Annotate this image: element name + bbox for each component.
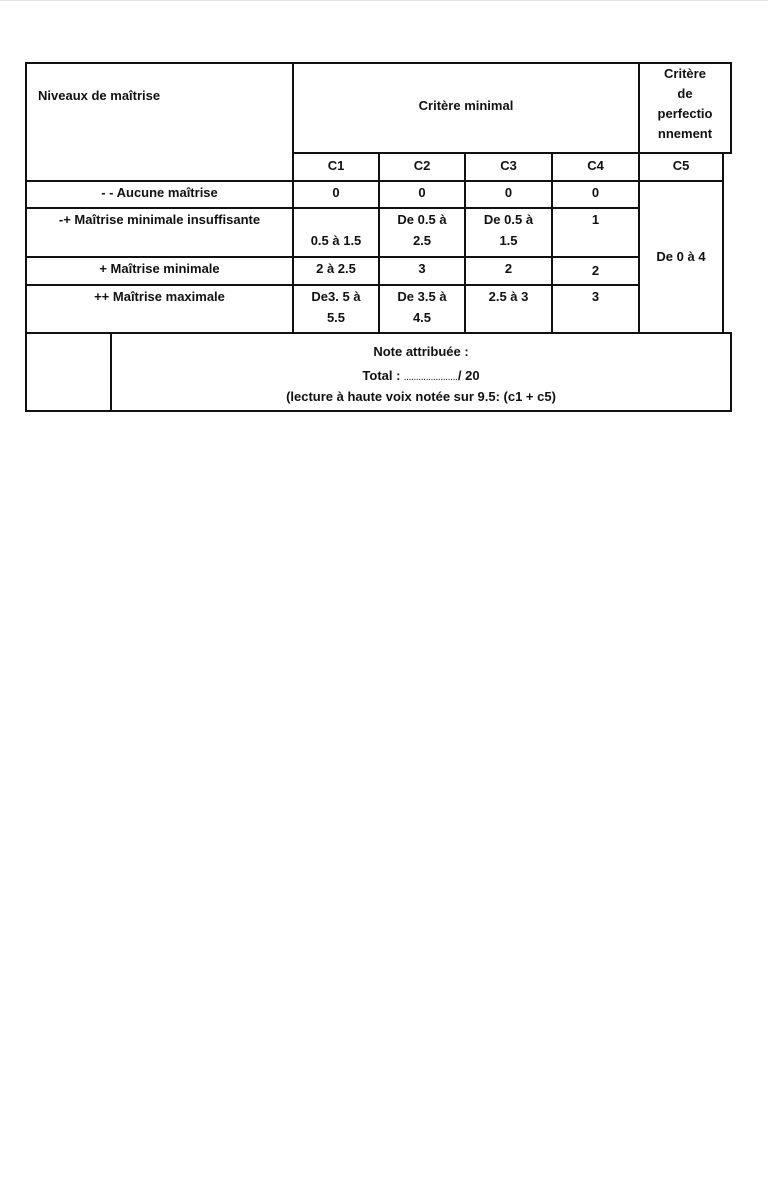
perfection-line-4: nnement: [657, 126, 713, 141]
total-suffix: / 20: [457, 368, 480, 383]
total-prefix: Total :: [362, 368, 401, 383]
cell-c5: De 0 à 4: [656, 249, 706, 264]
cell-c4: 0: [591, 185, 600, 200]
total-blank: ......................: [404, 375, 458, 382]
cell-c2: 3: [418, 261, 426, 276]
col-sep-c5: [722, 152, 724, 182]
perfection-criteria-header: [640, 64, 730, 144]
cell-c2-line-1: De 0.5 à: [397, 212, 447, 227]
row-label: -+ Maîtrise minimale insuffisante: [58, 212, 261, 227]
cell-c3: 0: [504, 185, 513, 200]
cell-c3: 2: [504, 261, 513, 276]
col-header-c3: C3: [500, 158, 517, 173]
cell-c4: 3: [591, 289, 600, 304]
row-label: - - Aucune maîtrise: [101, 185, 218, 200]
cell-c1-line-1: De3. 5 à: [311, 289, 361, 304]
perfection-line-2: de: [677, 86, 693, 101]
criteria-subheader-line: [292, 152, 732, 154]
cell-c4: 2: [591, 263, 600, 278]
cell-c2-line-2: 2.5: [412, 233, 432, 248]
body-col-sep-3: [551, 180, 553, 334]
col-header-c1: C1: [327, 158, 345, 173]
minimal-criteria-header: Critère minimal: [418, 98, 514, 113]
row-label: ++ Maîtrise maximale: [94, 289, 225, 304]
cell-c3: 2.5 à 3: [488, 289, 529, 304]
cell-c1: 2 à 2.5: [316, 261, 356, 276]
cell-c2: 0: [418, 185, 426, 200]
perfection-line-3: perfectio: [657, 106, 713, 121]
reading-note: (lecture à haute voix notée sur 9.5: (c1 + c5): [286, 389, 556, 404]
row-sep-3: [25, 284, 640, 286]
cell-c2-line-1: De 3.5 à: [397, 289, 447, 304]
cell-c3-line-2: 1.5: [499, 233, 518, 248]
col-header-c4: C4: [587, 158, 604, 173]
cell-c2-line-2: 4.5: [412, 310, 432, 325]
perfection-line-1: Critère: [664, 66, 706, 81]
body-col-sep-2: [464, 180, 466, 334]
row-sep-2: [25, 256, 640, 258]
note-label: Note attribuée :: [373, 344, 469, 359]
cell-c1: 0.5 à 1.5: [310, 233, 362, 248]
total-line: [112, 366, 730, 386]
row-label: + Maîtrise minimale: [99, 261, 220, 276]
cell-c3-line-1: De 0.5 à: [483, 212, 534, 227]
col-header-c5: C5: [672, 158, 690, 173]
cell-c4: 1: [591, 212, 600, 227]
col-header-c2: C2: [413, 158, 431, 173]
row-sep-1: [25, 207, 640, 209]
levels-header: Niveaux de maîtrise: [38, 88, 161, 103]
footer-empty-cell: [27, 334, 110, 410]
cell-c1-line-2: 5.5: [326, 310, 346, 325]
top-divider: [0, 0, 768, 1]
cell-c1: 0: [332, 185, 340, 200]
